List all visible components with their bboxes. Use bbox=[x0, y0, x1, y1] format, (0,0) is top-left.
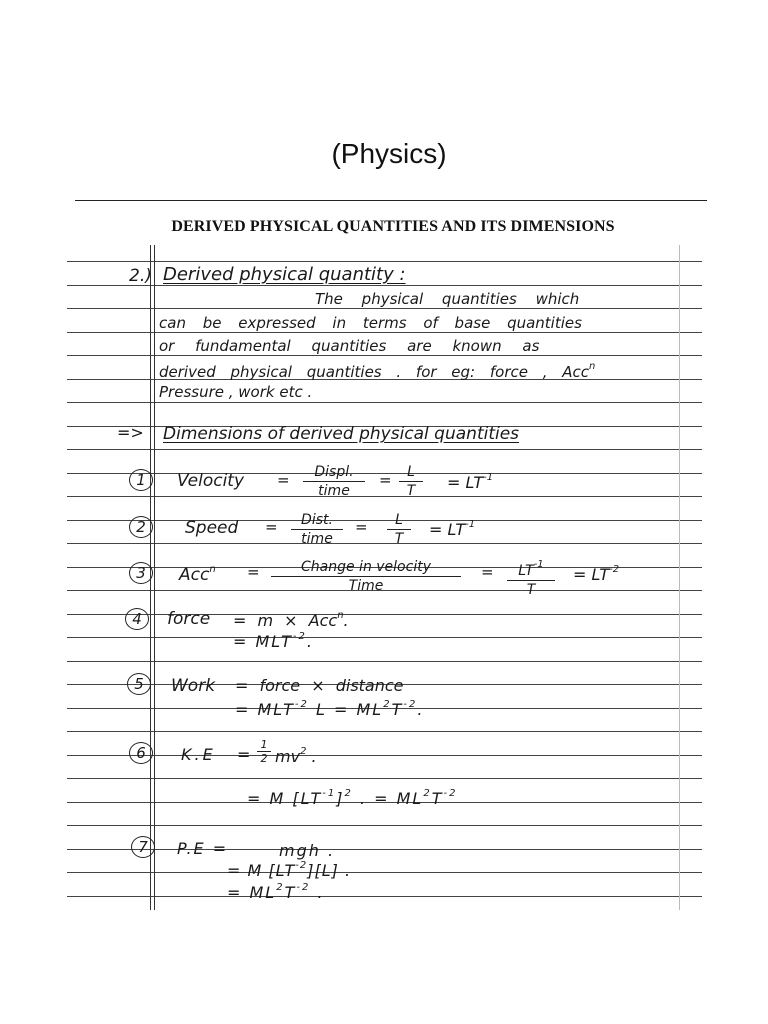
equals-sign: = bbox=[481, 563, 494, 581]
equation-line: = force × distance bbox=[235, 676, 404, 695]
item-number-badge: 2 bbox=[129, 516, 153, 538]
equals-sign: = bbox=[265, 518, 278, 536]
handwritten-notebook-page bbox=[67, 245, 702, 910]
ruled-line bbox=[67, 520, 702, 521]
ruled-line bbox=[67, 543, 702, 544]
item-number-badge: 4 bbox=[125, 608, 149, 630]
item-number-badge: 1 bbox=[129, 469, 153, 491]
ruled-line bbox=[67, 755, 702, 756]
ruled-line bbox=[67, 731, 702, 732]
fraction-denominator: T bbox=[526, 582, 536, 598]
equation-line: $mv^2$ . bbox=[275, 746, 317, 766]
quantity-name: Acc$^n$ bbox=[179, 564, 216, 585]
quantity-name: Work bbox=[171, 676, 216, 696]
ruled-line bbox=[67, 355, 702, 356]
fraction bbox=[303, 465, 365, 498]
dimension-result: = $LT^{-1}$ bbox=[429, 519, 476, 539]
dimension-result: = $LT^{-2}$ bbox=[573, 564, 620, 584]
equation-line: = m × Acc$^n$. bbox=[233, 610, 349, 630]
fraction-denominator: T bbox=[406, 483, 416, 499]
equals-sign: = bbox=[355, 518, 368, 536]
item-number-badge: 3 bbox=[129, 562, 153, 584]
equals-sign: = bbox=[379, 471, 392, 489]
ruled-line bbox=[67, 872, 702, 873]
fraction-numerator: L bbox=[387, 513, 411, 530]
fraction bbox=[507, 560, 555, 597]
ruled-line bbox=[67, 849, 702, 850]
item-number-badge: 5 bbox=[127, 673, 151, 695]
ruled-line bbox=[67, 449, 702, 450]
item-number-badge: 7 bbox=[131, 836, 155, 858]
document-heading: DERIVED PHYSICAL QUANTITIES AND ITS DIMENSIONS bbox=[171, 218, 615, 235]
ruled-line bbox=[67, 332, 702, 333]
dimension-result: = $LT^{-1}$ bbox=[447, 472, 494, 492]
equation-line: = M $[LT^{-1}]^2$ . = $ML^2T^{-2}$ bbox=[247, 788, 458, 808]
ruled-line bbox=[67, 637, 702, 638]
equation-line: = bbox=[237, 745, 251, 764]
definition-line: or fundamental quantities are known as bbox=[159, 337, 540, 355]
quantity-name: Velocity bbox=[177, 471, 245, 491]
definition-line: derived physical quantities . for eg: force , Acc$^n$ bbox=[159, 361, 596, 381]
fraction-numerator: L bbox=[399, 465, 423, 482]
definition-line: Pressure , work etc . bbox=[159, 383, 313, 401]
fraction bbox=[399, 465, 423, 498]
fraction-numerator: $LT^{-1}$ bbox=[507, 560, 555, 581]
arrow-marker: => bbox=[117, 423, 144, 442]
section-title: Derived physical quantity : bbox=[163, 264, 406, 285]
fraction bbox=[291, 513, 343, 546]
equation-line: mgh . bbox=[279, 841, 336, 860]
fraction-denominator: 2 bbox=[260, 752, 268, 765]
right-margin-line bbox=[679, 245, 680, 910]
margin-line bbox=[154, 245, 155, 910]
definition-line: The physical quantities which bbox=[315, 290, 580, 308]
fraction-numerator: Dist. bbox=[291, 513, 343, 530]
ruled-line bbox=[67, 496, 702, 497]
ruled-line bbox=[67, 308, 702, 309]
page-title: (Physics) bbox=[331, 138, 447, 169]
ruled-line bbox=[67, 825, 702, 826]
ruled-line bbox=[67, 614, 702, 615]
fraction-denominator: time bbox=[301, 531, 333, 547]
equation-line: = $ML^2T^{-2}$ . bbox=[227, 882, 325, 902]
title-divider bbox=[75, 200, 707, 201]
equals-sign: = bbox=[277, 471, 290, 489]
fraction bbox=[387, 513, 411, 546]
equation-line: = $MLT^{-2}$. bbox=[233, 631, 314, 651]
dimensions-title: Dimensions of derived physical quantities bbox=[163, 424, 520, 444]
ruled-line bbox=[67, 661, 702, 662]
equals-sign: = bbox=[247, 563, 260, 581]
quantity-name: force bbox=[167, 609, 211, 629]
equation-line: = M $[LT^{-2}][L]$ . bbox=[227, 860, 352, 880]
fraction-numerator: 1 bbox=[257, 739, 271, 752]
quantity-name: Speed bbox=[185, 518, 239, 538]
ruled-line bbox=[67, 778, 702, 779]
item-number-badge: 6 bbox=[129, 742, 153, 764]
quantity-name: K.E bbox=[181, 745, 216, 764]
fraction bbox=[271, 560, 461, 593]
ruled-line bbox=[67, 896, 702, 897]
ruled-line bbox=[67, 402, 702, 403]
section-number: 2.) bbox=[129, 266, 152, 286]
equation-line: = $MLT^{-2}$ $L = ML^2T^{-2}$. bbox=[235, 699, 425, 719]
fraction-numerator: Displ. bbox=[303, 465, 365, 482]
ruled-line bbox=[67, 261, 702, 262]
fraction bbox=[257, 739, 271, 764]
quantity-name: P.E = bbox=[177, 839, 229, 858]
ruled-line bbox=[67, 285, 702, 286]
definition-line: can be expressed in terms of base quantities bbox=[159, 314, 582, 332]
fraction-denominator: time bbox=[318, 483, 350, 499]
fraction-denominator: T bbox=[394, 531, 404, 547]
fraction-numerator: Change in velocity bbox=[271, 560, 461, 577]
fraction-denominator: Time bbox=[348, 578, 384, 594]
